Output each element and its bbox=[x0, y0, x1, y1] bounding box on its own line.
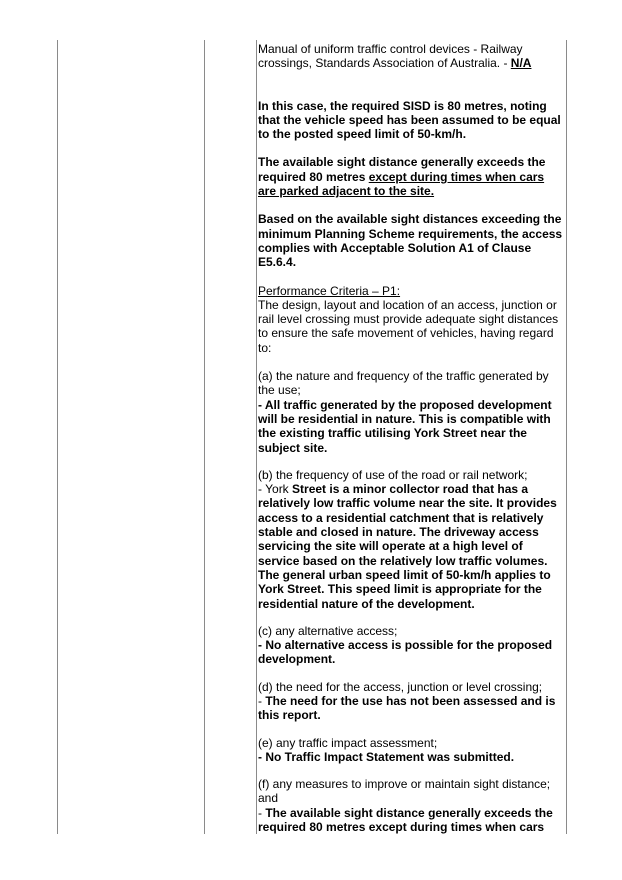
criterion-b-question: (b) the frequency of use of the road or rail network; bbox=[258, 467, 528, 482]
table-border-col2 bbox=[256, 40, 257, 834]
criterion-e-response: - No Traffic Impact Statement was submitted. bbox=[258, 749, 515, 764]
criterion-a-response: - All traffic generated by the proposed development will be residential in nature. This is compatible with the existing traffic utilising York Street near the subject site. bbox=[258, 397, 552, 455]
criterion-f-response bbox=[258, 806, 564, 835]
criterion-d-response bbox=[258, 694, 564, 723]
reference-line-2: crossings, Standards Association of Australia. - bbox=[258, 56, 511, 71]
performance-criteria-heading: Performance Criteria – P1: bbox=[258, 283, 401, 298]
available-sight-distance-exception: except during times when cars are parked adjacent to the site. bbox=[258, 169, 545, 199]
criterion-b-response bbox=[258, 482, 564, 611]
criterion-e-question: (e) any traffic impact assessment; bbox=[258, 735, 438, 750]
criterion-f-response-text: The available sight distance generally exceeds the required 80 metres except during times when cars bbox=[258, 805, 553, 835]
reference-paragraph bbox=[258, 42, 564, 71]
sisd-statement: In this case, the required SISD is 80 metres, noting that the vehicle speed has been assumed to be equal to the posted speed limit of 50-km/h. bbox=[258, 98, 561, 142]
available-sight-distance bbox=[258, 155, 564, 198]
criterion-f-question: (f) any measures to improve or maintain sight distance; and bbox=[258, 777, 551, 806]
criterion-f-response-prefix: - bbox=[258, 805, 266, 820]
criterion-b-response-text: Street is a minor collector road that has a relatively low traffic volume near the site. It provides access to a residential catchment that is relatively stable and closed in nature. The driveway access servicing the site will operate at a high level of service based on the relatively low traffic volumes. The general urban speed limit of 50-km/h applies to York Street. This speed limit is appropriate for the residential nature of the development. bbox=[258, 482, 557, 611]
criterion-a-question: (a) the nature and frequency of the traffic generated by the use; bbox=[258, 369, 549, 398]
performance-criteria-intro: The design, layout and location of an access, junction or rail level crossing must provide adequate sight distances to ensure the safe movement of vehicles, having regard to: bbox=[258, 297, 559, 355]
not-applicable-label: N/A bbox=[510, 56, 532, 71]
table-border-right bbox=[566, 40, 567, 834]
criterion-d-question: (d) the need for the access, junction or level crossing; bbox=[258, 679, 543, 694]
criterion-c-response: - No alternative access is possible for the proposed development. bbox=[258, 638, 553, 667]
compliance-statement: Based on the available sight distances exceeding the minimum Planning Scheme requirements, the access complies with Acceptable Solution A1 of Clause E5.6.4. bbox=[258, 212, 563, 270]
criterion-d-response-prefix: - bbox=[258, 693, 266, 708]
table-border-left bbox=[57, 40, 58, 834]
available-sight-distance-text: The available sight distance generally exceeds the required 80 metres bbox=[258, 155, 546, 184]
table-border-col1 bbox=[204, 40, 205, 834]
comment-cell bbox=[258, 42, 564, 834]
criterion-c-question: (c) any alternative access; bbox=[258, 623, 398, 638]
criterion-d-response-text: The need for the use has not been assessed and is this report. bbox=[258, 693, 556, 723]
reference-line-1: Manual of uniform traffic control devices - Railway bbox=[258, 42, 523, 56]
criterion-b-response-prefix: - York bbox=[258, 482, 293, 497]
